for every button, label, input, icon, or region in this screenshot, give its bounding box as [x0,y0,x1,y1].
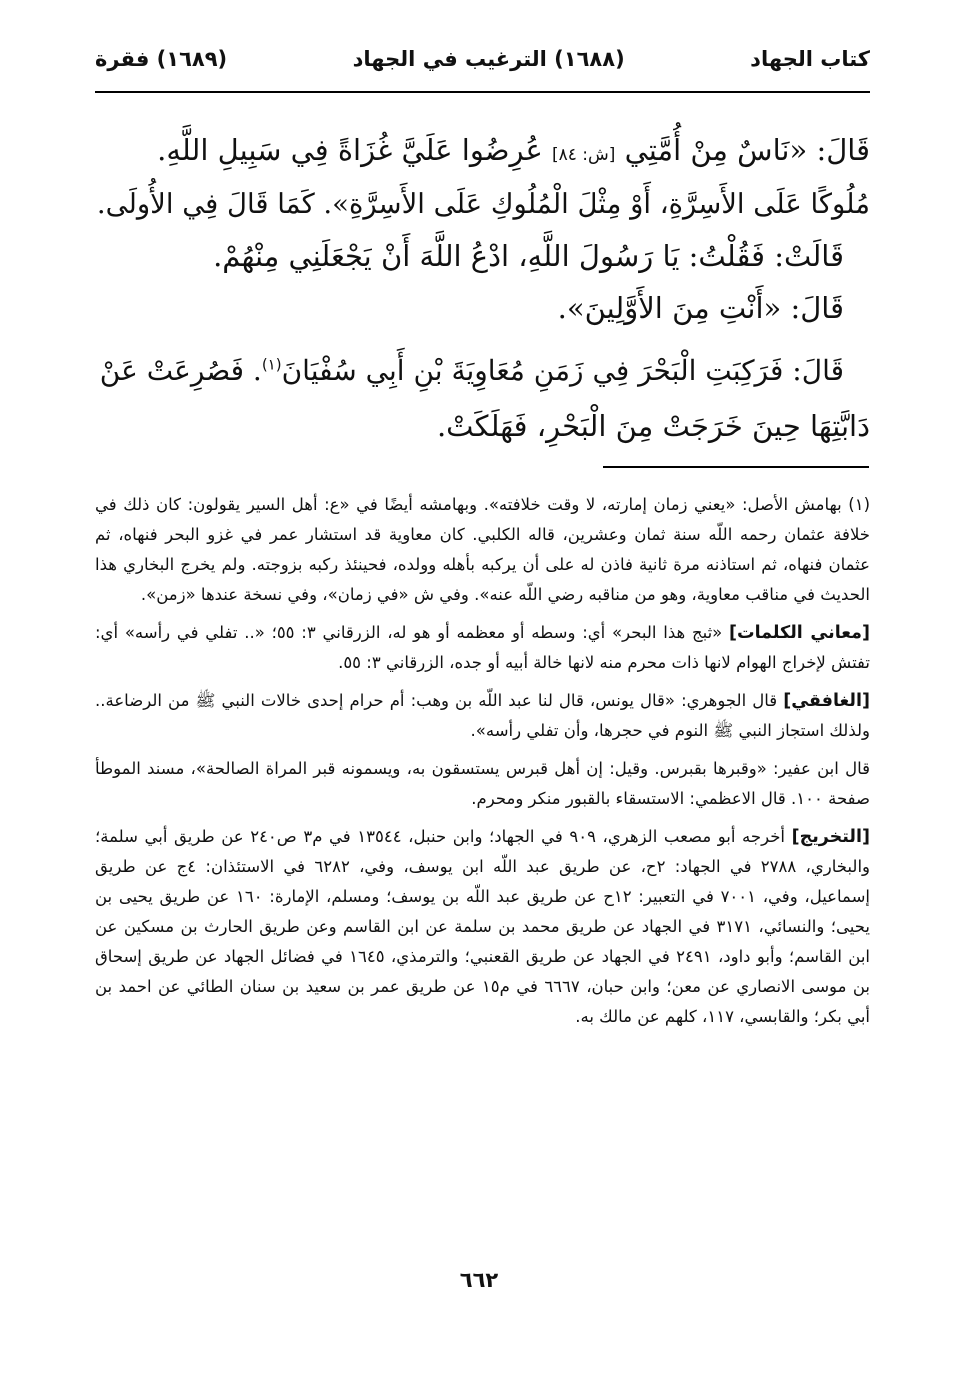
header-chapter-title: (١٦٨٨) الترغيب في الجهاد [352,47,625,71]
takhrij-text: أخرجه أبو مصعب الزهري، ٩٠٩ في الجهاد؛ وابن حنبل، ١٣٥٤٤ في م٣ ص٢٤٠ عن طريق أبي سلمة؛ والبخاري، ٢٧٨٨ في الجهاد: ٢ح، عن طريق عبد اللّه ابن يوسف، وفي، ٦٢٨٢ في الاستئذان: ٤ج عن طريق إسماعيل، وفي، ٧٠٠١ في التعبير: ١٢ح عن طريق عبد اللّه بن يوسف؛ ومسلم، الإمارة: ١٦٠ عن طريق يحيى بن يحيى؛ والنسائي، ٣١٧١ في الجهاد عن طريق محمد بن سلمة عن ابن القاسم وعن طريق الحارث بن مسكين عن ابن القاسم؛ وأبو داود، ٢٤٩١ في الجهاد عن طريق القعنبي؛ والترمذي، ١٦٤٥ في فضائل الجهاد عن طريق إسحاق بن موسى الانصاري عن معن؛ وابن حبان، ٦٦٦٧ في م١٥ عن طريق عمر بن سعيد بن سنان الطائي عن احمد بن أبي بكر؛ والقابسي، ١١٧، كلهم عن مالك به. [95,827,871,1026]
header-divider [95,91,870,93]
ghafiqi-label: [الغافقي] [783,691,870,711]
notes-word-meanings [95,618,870,678]
word-meanings-label: [معاني الكلمات] [729,623,870,643]
hadith-line-1 [157,133,870,167]
header-paragraph-number: (١٦٨٩) فقرة [95,47,228,71]
hadith-line-5-end: . فَصُرِعَتْ عَنْ [99,354,262,387]
hadith-line-4: قَالَ: «أَنْتِ مِنَ الأَوَّلِينَ». [557,291,844,325]
word-meanings-text: «ثبج هذا البحر» أي: وسطه أو معظمه أو هو له، الزرقاني ٣: ٥٥؛ «.. تفلي في رأسه» أي: تفتش لإخراج الهوام لانها ذات محرم منه لانها خالة أبيه أو جده، الزرقاني ٣: ٥٥. [95,623,870,672]
hadith-line-1-end: عُرِضُوا عَلَيَّ غُزَاةً فِي سَبِيلِ اللَّهِ. [157,133,543,167]
running-header [95,42,870,76]
hadith-line-1-start: قَالَ: «نَاسٌ مِنْ أُمَّتِي [624,133,870,167]
hadith-line-6: دَابَّتِهَا حِينَ خَرَجَتْ مِنَ الْبَحْرِ، فَهَلَكَتْ. [436,409,870,443]
notes-ibn-ufair: قال ابن عفير: «وقبرها بقبرس. وقيل: إن أهل قبرس يستسقون به، ويسمونه قبر المراة الصالحة»، مسند الموطأ صفحة ١٠٠. قال الاعظمي: الاستسقاء بالقبور منكر ومحرم. [95,759,870,808]
notes-ghafiqi [95,686,870,746]
footnote-divider [603,466,869,468]
hadith-line-2: مُلُوكًا عَلَى الأَسِرَّةِ، أَوْ مِثْلَ الْمُلُوكِ عَلَى الأَسِرَّةِ». كَمَا قَالَ فِي الأُولَى. [96,188,870,220]
page-number: ٦٦٢ [459,1268,499,1292]
notes-takhrij [95,822,870,1032]
ghafiqi-text: قال الجوهري: «قال يونس، قال لنا عبد اللّه بن وهب: أم حرام إحدى خالات النبي ﷺ من الرضاعة.. ولذلك استجاز النبي ﷺ النوم في حجرها، وأن تفلي رأسه». [95,691,870,740]
header-book-title: كتاب الجهاد [750,47,870,71]
manuscript-page-ref: [ش: ٨٤] [551,145,616,165]
footnote-marker[interactable]: (١) [261,355,282,374]
hadith-line-3: قَالَتْ: فَقُلْتُ: يَا رَسُولَ اللَّهِ، ادْعُ اللَّهَ أَنْ يَجْعَلَنِي مِنْهُمْ. [213,239,844,273]
hadith-line-5-start: قَالَ: فَرَكِبَتِ الْبَحْرَ فِي زَمَنِ مُعَاوِيَةَ بْنِ أَبِي سُفْيَانَ [281,354,844,387]
footnote-1: (١) بهامش الأصل: «يعني زمان إمارته، لا وقت خلافته». وبهامشه أيضًا في «ع: أهل السير يقولون: كان ذلك في خلافة عثمان رحمه اللّه سنة ثمان وعشرين، قاله الكلبي. كان معاوية قد استشار عمر في غزو البحر فنهاه، ثم عثمان فنهاه، ثم استاذنه مرة ثانية فاذن له على أن يركبه بأهله وولده، فحينئذ ركبه بزوجته. ولم يخرج البخاري هذا الحديث في مناقب معاوية، وهو من مناقبه رضي اللّه عنه». وفي ش «في زمان»، وفي نسخة عندها «زمن». [95,495,870,604]
takhrij-label: [التخريج] [791,827,870,847]
hadith-line-5 [99,354,844,387]
footnotes [95,490,870,1040]
